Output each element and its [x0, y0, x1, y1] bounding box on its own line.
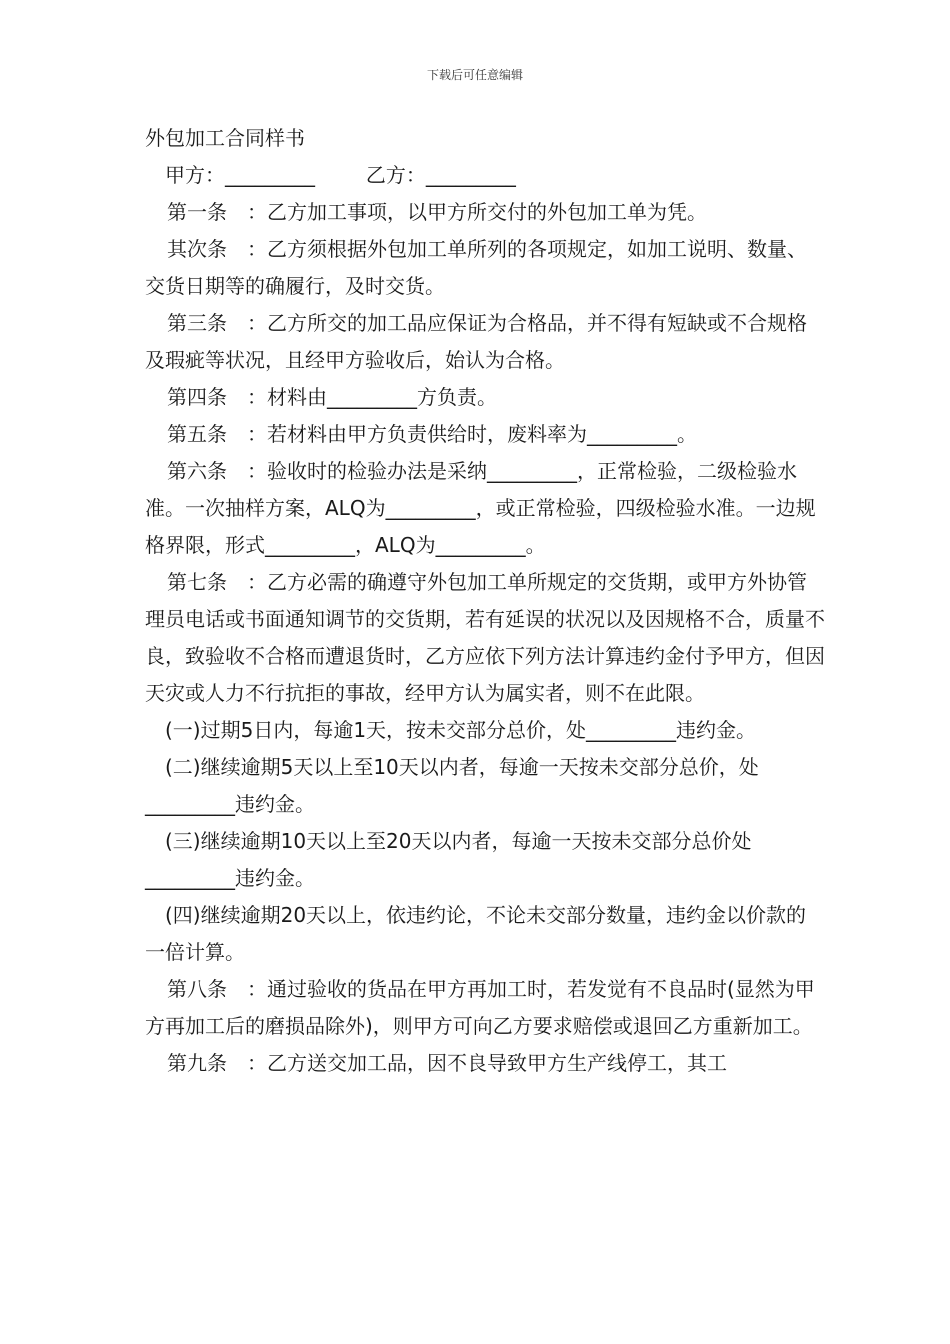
document-title: 外包加工合同样书 [145, 126, 305, 150]
document-body [145, 120, 825, 1082]
penalty-item-1: (一)过期5日内，每逾1天，按未交部分总价，处_________违约金。 [165, 718, 757, 742]
clause-6: 第六条 ：验收时的检验办法是采纳_________，正常检验，二级检验水准。一次抽样方案，ALQ为_________，或正常检验，四级检验水准。一边规格界限，形式_________，ALQ为_________。 [145, 459, 816, 557]
clause-3: 第三条 ：乙方所交的加工品应保证为合格品，并不得有短缺或不合规格及瑕疵等状况，且经甲方验收后，始认为合格。 [145, 311, 807, 372]
party-line: 甲方：_________ 乙方：_________ [165, 163, 516, 187]
clause-1: 第一条 ：乙方加工事项，以甲方所交付的外包加工单为凭。 [167, 200, 707, 224]
penalty-item-2: (二)继续逾期5天以上至10天以内者，每逾一天按未交部分总价，处_________违约金。 [145, 755, 759, 816]
clause-8: 第八条 ：通过验收的货品在甲方再加工时，若发觉有不良品时(显然为甲方再加工后的磨损品除外)，则甲方可向乙方要求赔偿或退回乙方重新加工。 [145, 977, 815, 1038]
clause-2: 其次条 ：乙方须根据外包加工单所列的各项规定，如加工说明、数量、交货日期等的确履行，及时交货。 [145, 237, 807, 298]
clause-7: 第七条 ：乙方必需的确遵守外包加工单所规定的交货期，或甲方外协管理员电话或书面通知调节的交货期，若有延误的状况以及因规格不合，质量不良，致验收不合格而遭退货时，乙方应依下列方法计算违约金付予甲方，但因天灾或人力不行抗拒的事故，经甲方认为属实者，则不在此限。 [145, 570, 825, 705]
penalty-item-4: (四)继续逾期20天以上，依违约论，不论未交部分数量，违约金以价款的一倍计算。 [145, 903, 807, 964]
clause-9: 第九条 ：乙方送交加工品，因不良导致甲方生产线停工，其工 [167, 1051, 727, 1075]
clause-5: 第五条 ：若材料由甲方负责供给时，废料率为_________。 [167, 422, 697, 446]
clause-4: 第四条 ：材料由_________方负责。 [167, 385, 497, 409]
page-header: 下载后可任意编辑 [426, 68, 523, 82]
penalty-item-3: (三)继续逾期10天以上至20天以内者，每逾一天按未交部分总价处_________违约金。 [145, 829, 752, 890]
